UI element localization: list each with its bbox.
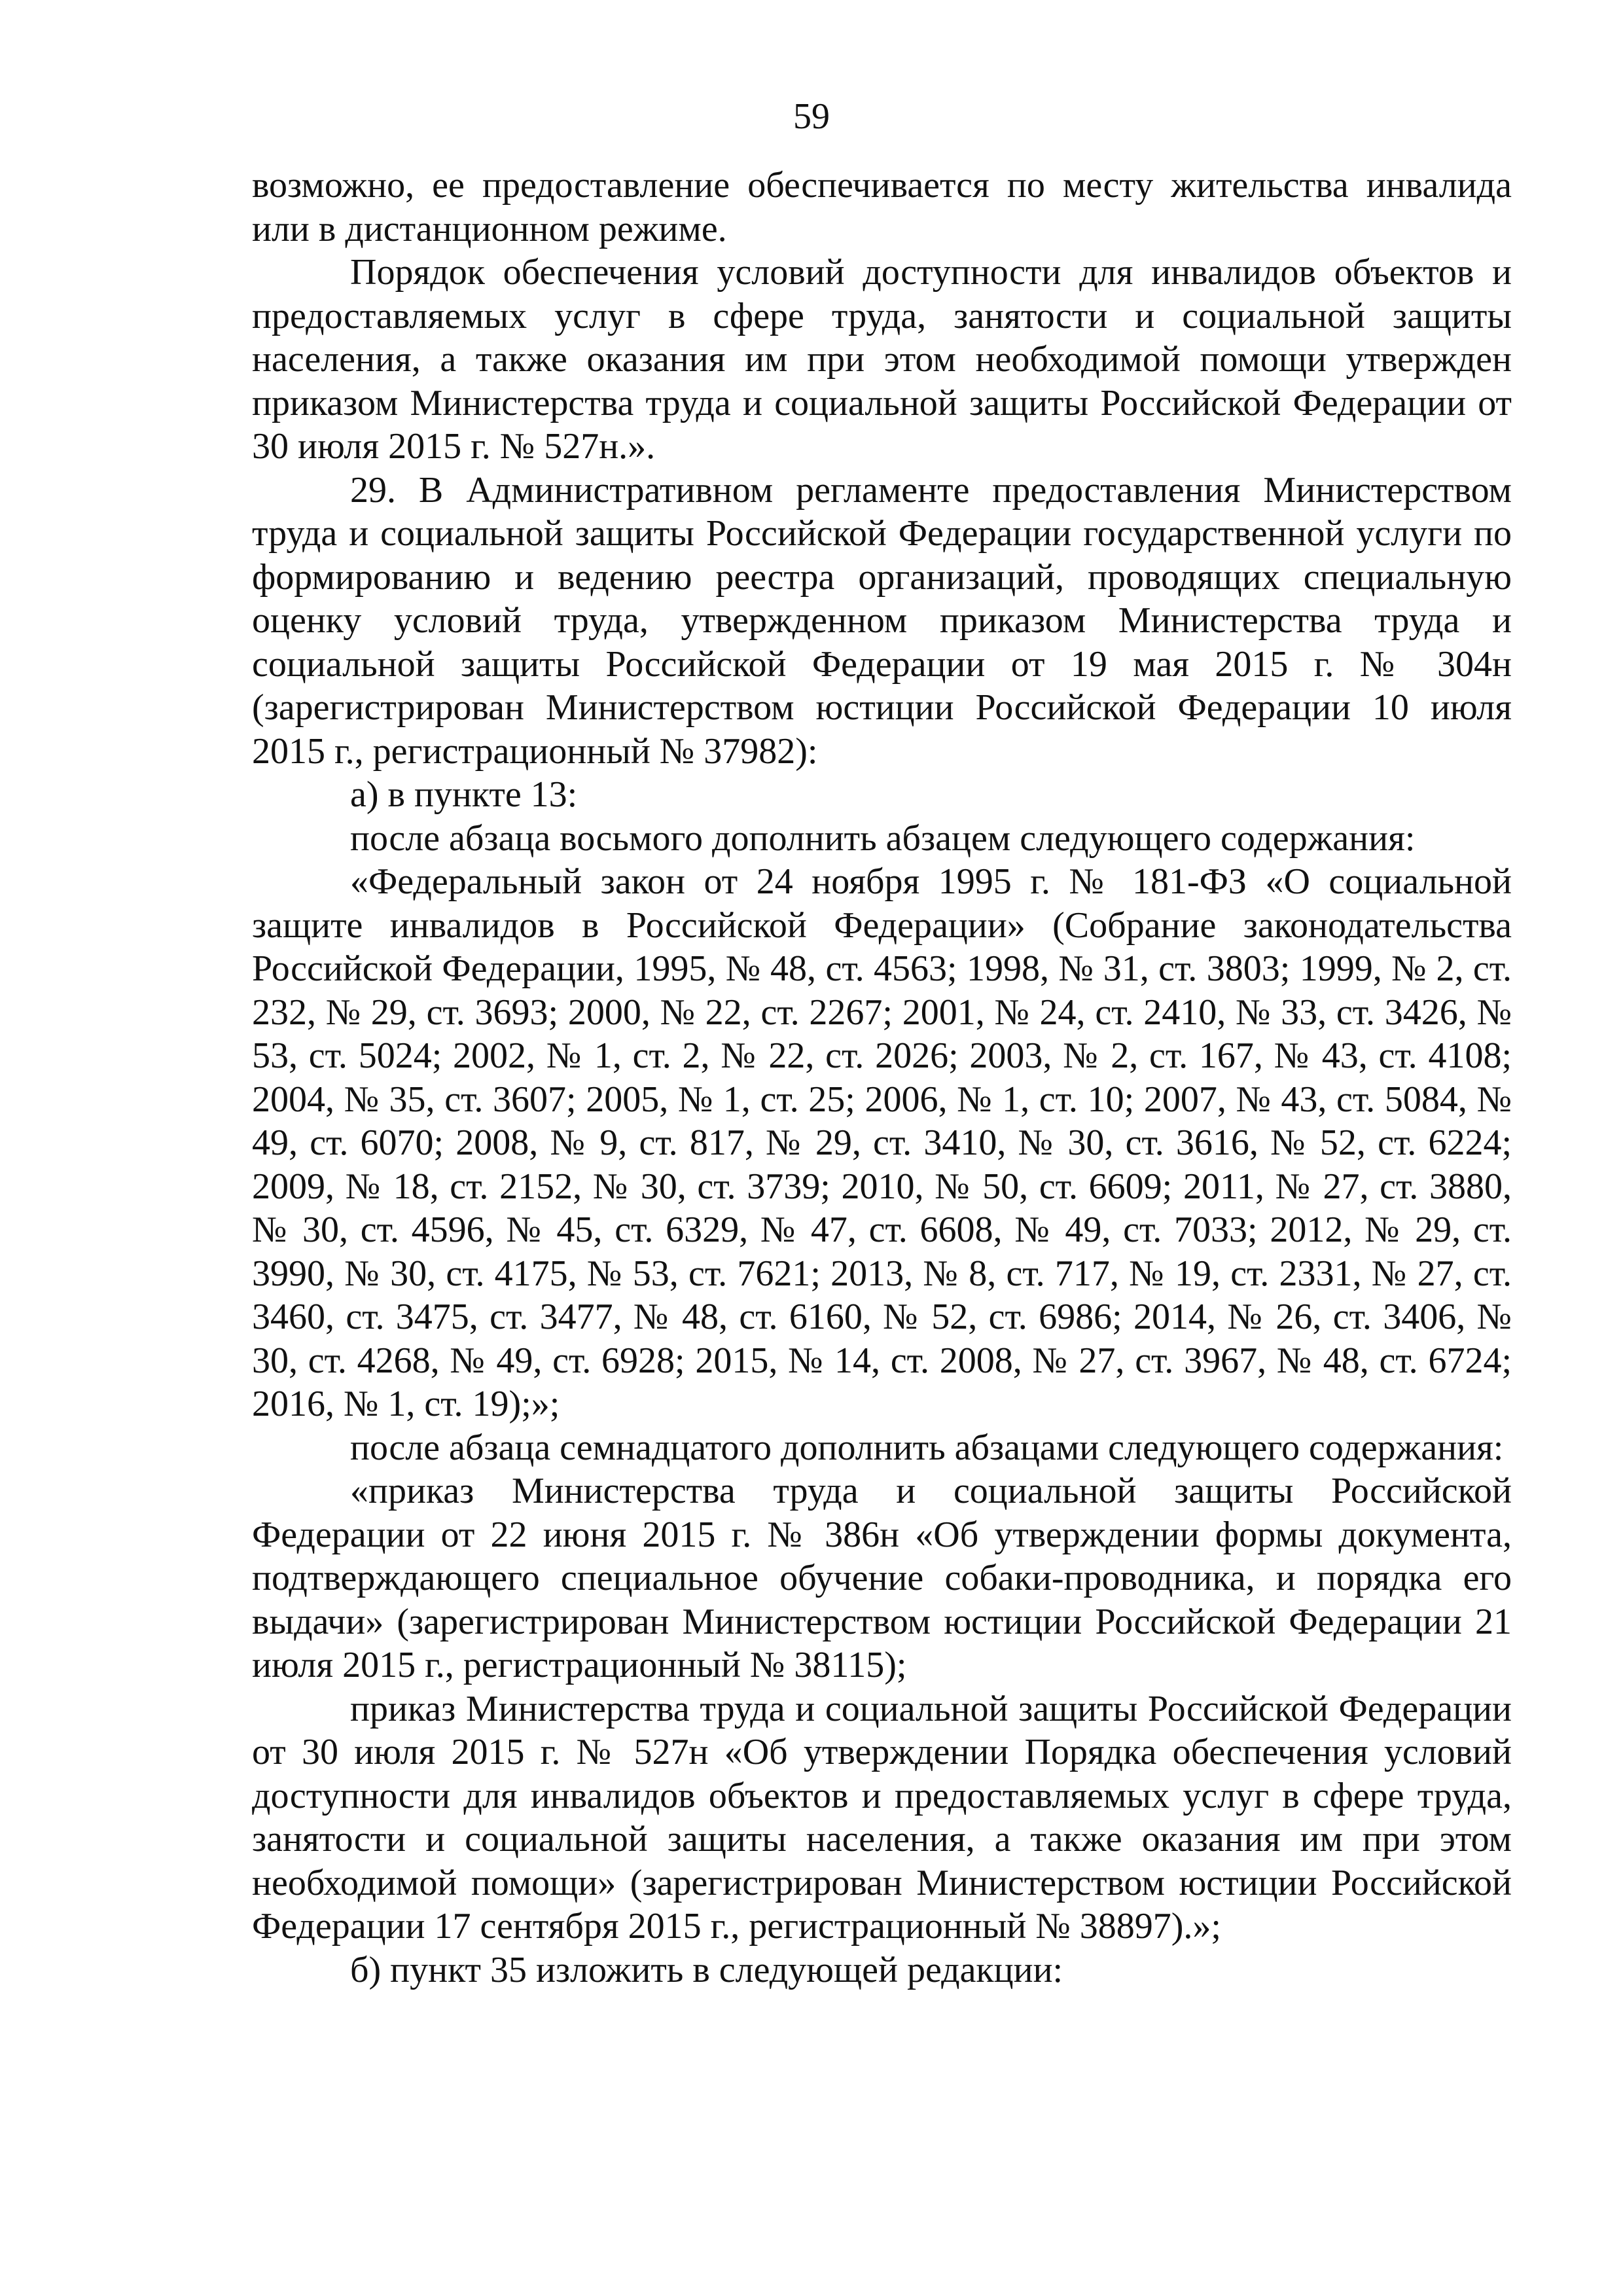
paragraph-federal-law-citation: «Федеральный закон от 24 ноября 1995 г. № 181-ФЗ «О социальной защите инвалидов в Российской Федерации» (Собрание законодательства Российской Федерации, 1995, № 48, ст. 4563; 1998, № 31, ст. 3803; 1999, № 2, ст. 232, № 29, ст. 3693; 2000, № 22, ст. 2267; 2001, № 24, ст. 2410, № 33, ст. 3426, № 53, ст. 5024; 2002, № 1, ст. 2, № 22, ст. 2026; 2003, № 2, ст. 167, № 43, ст. 4108; 2004, № 35, ст. 3607; 2005, № 1, ст. 25; 2006, № 1, ст. 10; 2007, № 43, ст. 5084, № 49, ст. 6070; 2008, № 9, ст. 817, № 29, ст. 3410, № 30, ст. 3616, № 52, ст. 6224; 2009, № 18, ст. 2152, № 30, ст. 3739; 2010, № 50, ст. 6609; 2011, № 27, ст. 3880, № 30, ст. 4596, № 45, ст. 6329, № 47, ст. 6608, № 49, ст. 7033; 2012, № 29, ст. 3990, № 30, ст. 4175, № 53, ст. 7621; 2013, № 8, ст. 717, № 19, ст. 2331, № 27, ст. 3460, ст. 3475, ст. 3477, № 48, ст. 6160, № 52, ст. 6986; 2014, № 26, ст. 3406, № 30, ст. 4268, № 49, ст. 6928; 2015, № 14, ст. 2008, № 27, ст. 3967, № 48, ст. 6724; 2016, № 1, ст. 19);»; — [252, 861, 1512, 1424]
document-body — [252, 164, 1512, 1992]
paragraph-item-29: 29. В Административном регламенте предоставления Министерством труда и социальной защиты Российской Федерации государственной услуги по формированию и ведению реестра организаций, проводящих специальную оценку условий труда, утвержденном приказом Министерства труда и социальной защиты Российской Федерации от 19 мая 2015 г. № 304н (зарегистрирован Министерством юстиции Российской Федерации 10 июля 2015 г., регистрационный № 37982): — [252, 469, 1512, 772]
page-number: 59 — [793, 96, 830, 137]
paragraph-subitem-b: б) пункт 35 изложить в следующей редакции: — [350, 1949, 1063, 1990]
paragraph-after-eighth: после абзаца восьмого дополнить абзацем следующего содержания: — [350, 817, 1416, 859]
paragraph-accessibility-order: Порядок обеспечения условий доступности для инвалидов объектов и предоставляемых услуг в сфере труда, занятости и социальной защиты населения, а также оказания им при этом необходимой помощи утвержден приказом Министерства труда и социальной защиты Российской Федерации от 30 июля 2015 г. № 527н.». — [252, 252, 1512, 467]
paragraph-order-527n: приказ Министерства труда и социальной защиты Российской Федерации от 30 июля 2015 г. № 527н «Об утверждении Порядка обеспечения условий доступности для инвалидов объектов и предоставляемых услуг в сфере труда, занятости и социальной защиты населения, а также оказания им при этом необходимой помощи» (зарегистрирован Министерством юстиции Российской Федерации 17 сентября 2015 г., регистрационный № 38897).»; — [252, 1688, 1512, 1946]
paragraph-order-386n: «приказ Министерства труда и социальной защиты Российской Федерации от 22 июня 2015 г. № 386н «Об утверждении формы документа, подтверждающего специальное обучение собаки-проводника, и порядка его выдачи» (зарегистрирован Министерством юстиции Российской Федерации 21 июля 2015 г., регистрационный № 38115); — [252, 1471, 1512, 1685]
paragraph-continuation: возможно, ее предоставление обеспечивается по месту жительства инвалида или в дистанционном режиме. — [252, 165, 1512, 249]
paragraph-subitem-a: а) в пункте 13: — [350, 774, 578, 815]
paragraph-after-seventeenth: после абзаца семнадцатого дополнить абзацами следующего содержания: — [350, 1427, 1504, 1468]
